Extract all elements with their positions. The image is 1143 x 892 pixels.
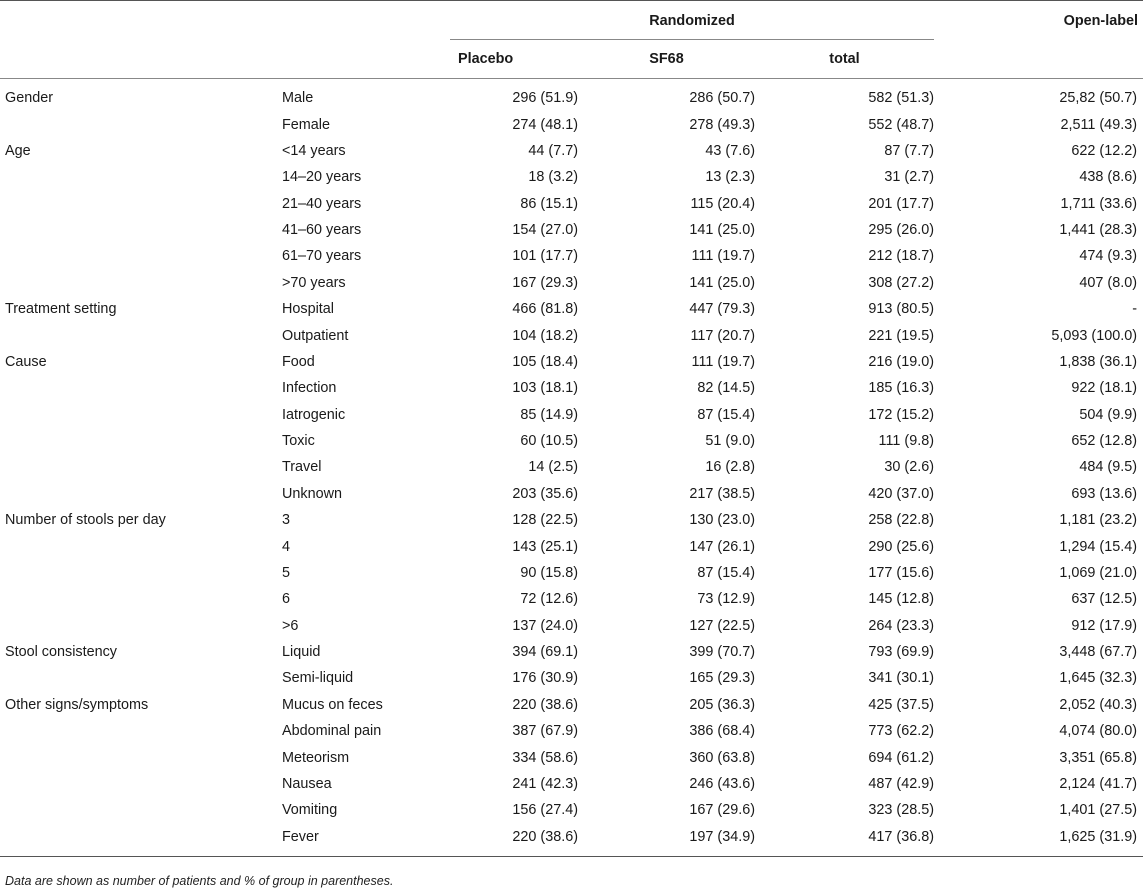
cell-sf68: 115 (20.4) [690, 195, 755, 212]
cell-placebo: 220 (38.6) [512, 696, 578, 713]
cell-placebo: 105 (18.4) [512, 353, 578, 370]
header-randomized: Randomized [450, 3, 934, 40]
row-subcategory: 5 [282, 564, 291, 581]
cell-open-label: 3,351 (65.8) [1059, 749, 1137, 766]
table-row [0, 243, 1143, 269]
cell-sf68: 360 (63.8) [689, 749, 755, 766]
cell-total: 341 (30.1) [868, 670, 934, 687]
row-category [0, 428, 282, 454]
row-category [0, 613, 282, 639]
table-row [0, 217, 1143, 243]
row-subcategory: Meteorism [282, 749, 350, 766]
table-row [0, 296, 1143, 322]
cell-sf68: 147 (26.1) [689, 538, 755, 555]
row-subcategory: Unknown [282, 485, 342, 502]
row-subcategory: Mucus on feces [282, 696, 383, 713]
cell-sf68: 399 (70.7) [689, 644, 755, 661]
cell-total: 295 (26.0) [868, 222, 934, 239]
row-subcategory: Male [282, 90, 314, 107]
row-subcategory: Iatrogenic [282, 406, 346, 423]
cell-total: 264 (23.3) [868, 617, 934, 634]
row-category [0, 665, 282, 691]
cell-sf68: 51 (9.0) [705, 433, 755, 450]
cell-sf68: 278 (49.3) [689, 116, 755, 133]
header-total: total [755, 40, 934, 79]
row-subcategory: 14–20 years [282, 169, 362, 186]
cell-sf68: 286 (50.7) [689, 90, 755, 107]
cell-total: 582 (51.3) [868, 90, 934, 107]
header-row-groups [0, 3, 1143, 40]
cell-open-label: 622 (12.2) [1071, 142, 1137, 159]
cell-total: 552 (48.7) [868, 116, 934, 133]
cell-total: 30 (2.6) [884, 459, 934, 476]
cell-placebo: 241 (42.3) [512, 775, 578, 792]
table-row [0, 692, 1143, 718]
cell-total: 177 (15.6) [868, 564, 934, 581]
row-category [0, 454, 282, 480]
table-row [0, 771, 1143, 797]
cell-total: 323 (28.5) [868, 802, 934, 819]
cell-sf68: 246 (43.6) [689, 775, 755, 792]
row-category [0, 270, 282, 296]
table-row [0, 744, 1143, 770]
header-empty-subcategory-2 [282, 40, 450, 79]
row-category [0, 375, 282, 401]
cell-placebo: 86 (15.1) [520, 195, 578, 212]
cell-sf68: 205 (36.3) [689, 696, 755, 713]
table-row [0, 718, 1143, 744]
table-row [0, 191, 1143, 217]
cell-total: 290 (25.6) [868, 538, 934, 555]
cell-total: 87 (7.7) [884, 142, 934, 159]
cell-open-label: 484 (9.5) [1079, 459, 1137, 476]
row-subcategory: Food [282, 353, 315, 370]
cell-placebo: 274 (48.1) [512, 116, 578, 133]
header-open-label: Open-label [1063, 13, 1138, 30]
header-placebo: Placebo [450, 40, 578, 79]
cell-open-label: 1,625 (31.9) [934, 824, 1143, 857]
table-row [0, 665, 1143, 691]
row-subcategory: 21–40 years [282, 195, 362, 212]
cell-placebo: 167 (29.3) [512, 274, 578, 291]
row-category [0, 111, 282, 137]
cell-open-label: 1,645 (32.3) [1059, 670, 1137, 687]
cell-open-label: 912 (17.9) [1071, 617, 1137, 634]
table-row [0, 349, 1143, 375]
table-row [0, 322, 1143, 348]
table-row [0, 533, 1143, 559]
cell-sf68: 16 (2.8) [705, 459, 755, 476]
row-subcategory: <14 years [282, 142, 346, 159]
header-empty-subcategory [282, 3, 450, 40]
cell-sf68: 82 (14.5) [697, 380, 755, 397]
cell-open-label: 1,181 (23.2) [1059, 512, 1137, 529]
cell-open-label: 922 (18.1) [1071, 380, 1137, 397]
cell-sf68: 141 (25.0) [689, 274, 755, 291]
row-category: Other signs/symptoms [5, 696, 149, 713]
cell-sf68: 447 (79.3) [689, 301, 755, 318]
row-subcategory: 6 [282, 591, 291, 608]
table-row [0, 586, 1143, 612]
table-row [0, 428, 1143, 454]
table-row [0, 270, 1143, 296]
table-row [0, 639, 1143, 665]
row-category: Age [5, 142, 31, 159]
cell-total: 694 (61.2) [868, 749, 934, 766]
cell-placebo: 296 (51.9) [512, 90, 578, 107]
row-category [0, 243, 282, 269]
cell-sf68: 13 (2.3) [705, 169, 755, 186]
row-category [0, 797, 282, 823]
row-category [0, 560, 282, 586]
header-empty-category [0, 3, 282, 40]
cell-open-label: 504 (9.9) [1079, 406, 1137, 423]
cell-open-label: 2,124 (41.7) [1059, 775, 1137, 792]
cell-placebo: 14 (2.5) [528, 459, 578, 476]
cell-placebo: 44 (7.7) [528, 142, 578, 159]
cell-total: 111 (9.8) [878, 433, 934, 450]
cell-sf68: 197 (34.9) [578, 824, 755, 857]
table-row [0, 138, 1143, 164]
cell-total: 201 (17.7) [868, 195, 934, 212]
header-empty-category-2 [0, 40, 282, 79]
cell-open-label: 2,052 (40.3) [1059, 696, 1137, 713]
cell-placebo: 156 (27.4) [512, 802, 578, 819]
row-category [0, 481, 282, 507]
row-category [0, 217, 282, 243]
row-subcategory: Vomiting [282, 802, 338, 819]
row-subcategory: Nausea [282, 775, 332, 792]
cell-placebo: 101 (17.7) [512, 248, 578, 265]
cell-placebo: 72 (12.6) [520, 591, 578, 608]
cell-open-label: 25,82 (50.7) [1059, 90, 1137, 107]
cell-open-label: 1,711 (33.6) [1060, 195, 1137, 212]
cell-placebo: 143 (25.1) [512, 538, 578, 555]
table-row [0, 481, 1143, 507]
row-subcategory: 4 [282, 538, 291, 555]
row-subcategory: Travel [282, 459, 322, 476]
cell-sf68: 87 (15.4) [697, 564, 755, 581]
header-open-label-spacer [934, 40, 1143, 79]
row-subcategory: 61–70 years [282, 248, 362, 265]
cell-total: 31 (2.7) [884, 169, 934, 186]
cell-total: 420 (37.0) [868, 485, 934, 502]
cell-total: 258 (22.8) [868, 512, 934, 529]
cell-placebo: 103 (18.1) [512, 380, 578, 397]
cell-total: 308 (27.2) [868, 274, 934, 291]
row-subcategory: Female [282, 116, 330, 133]
cell-placebo: 104 (18.2) [512, 327, 578, 344]
cell-sf68: 43 (7.6) [705, 142, 755, 159]
cell-sf68: 87 (15.4) [697, 406, 755, 423]
cell-total: 216 (19.0) [868, 353, 934, 370]
cell-total: 185 (16.3) [868, 380, 934, 397]
row-category [0, 586, 282, 612]
row-subcategory: Semi-liquid [282, 670, 354, 687]
cell-sf68: 165 (29.3) [689, 670, 755, 687]
cell-sf68: 73 (12.9) [697, 591, 755, 608]
row-category: Number of stools per day [5, 512, 166, 529]
cell-total: 417 (36.8) [755, 824, 934, 857]
cell-placebo: 220 (38.6) [450, 824, 578, 857]
cell-open-label: 693 (13.6) [1071, 485, 1137, 502]
cell-total: 221 (19.5) [868, 327, 934, 344]
row-category: Cause [5, 353, 47, 370]
cell-sf68: 386 (68.4) [689, 723, 755, 740]
cell-total: 773 (62.2) [868, 723, 934, 740]
table-row [0, 111, 1143, 137]
row-category: Gender [5, 90, 53, 107]
table-row [0, 797, 1143, 823]
header-sf68: SF68 [578, 40, 755, 79]
row-category: Stool consistency [5, 644, 117, 661]
cell-placebo: 18 (3.2) [528, 169, 578, 186]
table-row [0, 79, 1143, 112]
cell-placebo: 334 (58.6) [512, 749, 578, 766]
cell-open-label: 5,093 (100.0) [1051, 327, 1137, 344]
cell-total: 793 (69.9) [868, 644, 934, 661]
cell-placebo: 176 (30.9) [512, 670, 578, 687]
row-category [0, 533, 282, 559]
cell-open-label: 3,448 (67.7) [1059, 644, 1137, 661]
table-header [0, 1, 1143, 79]
table-row [0, 613, 1143, 639]
cell-sf68: 130 (23.0) [689, 512, 755, 529]
row-category [0, 771, 282, 797]
cell-open-label: 1,069 (21.0) [1059, 564, 1137, 581]
cell-sf68: 127 (22.5) [689, 617, 755, 634]
row-subcategory: Toxic [282, 433, 315, 450]
cell-placebo: 60 (10.5) [520, 433, 578, 450]
cell-sf68: 141 (25.0) [689, 222, 755, 239]
table-row [0, 454, 1143, 480]
cell-open-label: 1,838 (36.1) [1059, 353, 1137, 370]
cell-sf68: 111 (19.7) [691, 353, 755, 370]
cell-sf68: 111 (19.7) [691, 248, 755, 265]
row-category: Treatment setting [5, 301, 117, 318]
cell-placebo: 137 (24.0) [512, 617, 578, 634]
cell-sf68: 117 (20.7) [690, 327, 755, 344]
cell-placebo: 394 (69.1) [512, 644, 578, 661]
cell-open-label: 652 (12.8) [1071, 433, 1137, 450]
row-category [0, 191, 282, 217]
cell-total: 487 (42.9) [868, 775, 934, 792]
row-subcategory: Fever [282, 824, 450, 857]
row-subcategory: >70 years [282, 274, 346, 291]
table-body [0, 79, 1143, 857]
cell-open-label: - [1132, 301, 1137, 318]
row-subcategory: Outpatient [282, 327, 349, 344]
cell-total: 172 (15.2) [868, 406, 934, 423]
row-subcategory: Abdominal pain [282, 723, 382, 740]
cell-placebo: 466 (81.8) [512, 301, 578, 318]
row-category [0, 322, 282, 348]
cell-placebo: 154 (27.0) [512, 222, 578, 239]
row-category [0, 718, 282, 744]
row-subcategory: Infection [282, 380, 337, 397]
cell-open-label: 2,511 (49.3) [1060, 116, 1137, 133]
cell-total: 913 (80.5) [868, 301, 934, 318]
row-subcategory: 3 [282, 512, 291, 529]
table-row [0, 560, 1143, 586]
table-footnote: Data are shown as number of patients and % of group in parentheses. [5, 874, 394, 888]
cell-open-label: 4,074 (80.0) [1059, 723, 1137, 740]
cell-open-label: 1,401 (27.5) [1059, 802, 1137, 819]
cell-total: 425 (37.5) [868, 696, 934, 713]
cell-open-label: 637 (12.5) [1071, 591, 1137, 608]
row-category [0, 824, 282, 857]
cell-placebo: 387 (67.9) [512, 723, 578, 740]
cell-sf68: 167 (29.6) [689, 802, 755, 819]
cell-sf68: 217 (38.5) [689, 485, 755, 502]
cell-open-label: 1,294 (15.4) [1059, 538, 1137, 555]
row-category [0, 164, 282, 190]
row-subcategory: 41–60 years [282, 222, 362, 239]
header-row-arms [0, 40, 1143, 79]
row-subcategory: >6 [282, 617, 299, 634]
row-subcategory: Liquid [282, 644, 321, 661]
row-subcategory: Hospital [282, 301, 334, 318]
cell-open-label: 1,441 (28.3) [1059, 222, 1137, 239]
cell-placebo: 85 (14.9) [520, 406, 578, 423]
cell-placebo: 128 (22.5) [512, 512, 578, 529]
cell-total: 212 (18.7) [868, 248, 934, 265]
cell-open-label: 438 (8.6) [1079, 169, 1137, 186]
cell-open-label: 474 (9.3) [1079, 248, 1137, 265]
row-category [0, 744, 282, 770]
table-row [0, 375, 1143, 401]
table-row [0, 507, 1143, 533]
table-row [0, 164, 1143, 190]
table-row [0, 824, 1143, 857]
table-row [0, 402, 1143, 428]
cell-placebo: 90 (15.8) [520, 564, 578, 581]
row-category [0, 402, 282, 428]
cell-placebo: 203 (35.6) [512, 485, 578, 502]
cell-open-label: 407 (8.0) [1079, 274, 1137, 291]
cell-total: 145 (12.8) [868, 591, 934, 608]
